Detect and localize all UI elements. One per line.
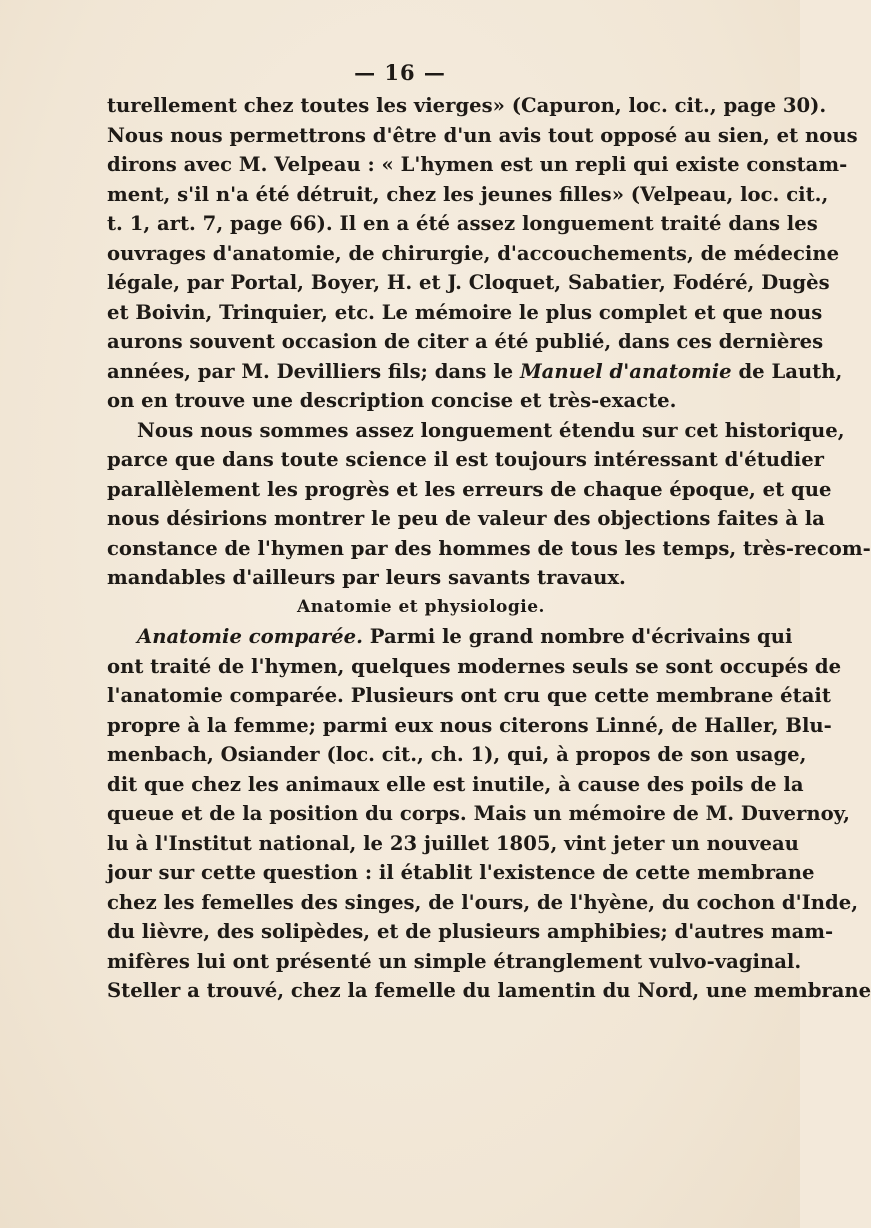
text-line: jour sur cette question : il établit l'existence de cette membrane — [107, 861, 815, 884]
section-heading-text: Anatomie et physiologie. — [297, 596, 545, 617]
text-line: queue et de la position du corps. Mais un mémoire de M. Duvernoy, — [107, 802, 850, 825]
paragraph-3 — [107, 622, 871, 1006]
text-fragment: Parmi le grand nombre d'écrivains qui — [362, 625, 793, 648]
text-line: propre à la femme; parmi eux nous citerons Linné, de Haller, Blu- — [107, 713, 832, 737]
text-line: parce que dans toute science il est toujours intéressant d'étudier — [107, 448, 824, 471]
text-line: Nous nous sommes assez longuement étendu sur cet historique, — [137, 418, 845, 442]
text-line: t. 1, art. 7, page 66). Il en a été assez longuement traité dans les — [107, 212, 818, 235]
paragraph-1 — [107, 91, 858, 416]
text-fragment: de Lauth, — [731, 359, 843, 383]
text-line: mifères lui ont présenté un simple étranglement vulvo-vaginal. — [107, 949, 802, 973]
text-line: turellement chez toutes les vierges» (Capuron, loc. cit., page 30). — [107, 94, 827, 117]
text-line-with-title — [107, 357, 843, 387]
text-line: menbach, Osiander (loc. cit., ch. 1), qui, à propos de son usage, — [107, 743, 807, 766]
page-number: — 16 — — [354, 60, 446, 85]
text-line: nous désirions montrer le peu de valeur des objections faites à la — [107, 507, 825, 530]
italic-lead: Anatomie comparée. — [137, 625, 363, 648]
text-line: chez les femelles des singes, de l'ours, de l'hyène, du cochon d'Inde, — [107, 890, 859, 914]
text-line: parallèlement les progrès et les erreurs de chaque époque, et que — [107, 477, 832, 501]
text-fragment: années, par M. Devilliers fils; dans le — [107, 359, 520, 383]
text-line: dit que chez les animaux elle est inutile, à cause des poils de la — [107, 772, 804, 796]
text-line-with-lead — [107, 622, 793, 652]
text-line: on en trouve une description concise et très-exacte. — [107, 389, 677, 412]
text-line: l'anatomie comparée. Plusieurs ont cru que cette membrane était — [107, 684, 831, 707]
text-line: aurons souvent occasion de citer a été publié, dans ces dernières — [107, 330, 824, 353]
text-line: ouvrages d'anatomie, de chirurgie, d'accouchements, de médecine — [107, 241, 840, 265]
text-line: ont traité de l'hymen, quelques modernes seuls se sont occupés de — [107, 654, 842, 678]
text-line: Nous nous permettrons d'être d'un avis tout opposé au sien, et nous — [107, 123, 858, 147]
text-line: ment, s'il n'a été détruit, chez les jeunes filles» (Velpeau, loc. cit., — [107, 182, 829, 206]
text-line: mandables d'ailleurs par leurs savants travaux. — [107, 566, 626, 589]
paragraph-2 — [107, 416, 871, 593]
book-title: Manuel d'anatomie — [519, 359, 732, 383]
body-text — [107, 91, 871, 1006]
text-line: constance de l'hymen par des hommes de tous les temps, très-recom- — [107, 536, 871, 560]
text-line: et Boivin, Trinquier, etc. Le mémoire le plus complet et que nous — [107, 300, 823, 324]
text-line: légale, par Portal, Boyer, H. et J. Cloquet, Sabatier, Fodéré, Dugès — [107, 271, 830, 294]
section-heading — [107, 593, 735, 623]
text-line: du lièvre, des solipèdes, et de plusieurs amphibies; d'autres mam- — [107, 920, 834, 943]
text-line: lu à l'Institut national, le 23 juillet 1805, vint jeter un nouveau — [107, 831, 799, 855]
text-line: dirons avec M. Velpeau : « L'hymen est un repli qui existe constam- — [107, 153, 848, 176]
text-line: Steller a trouvé, chez la femelle du lamentin du Nord, une membrane — [107, 979, 871, 1002]
